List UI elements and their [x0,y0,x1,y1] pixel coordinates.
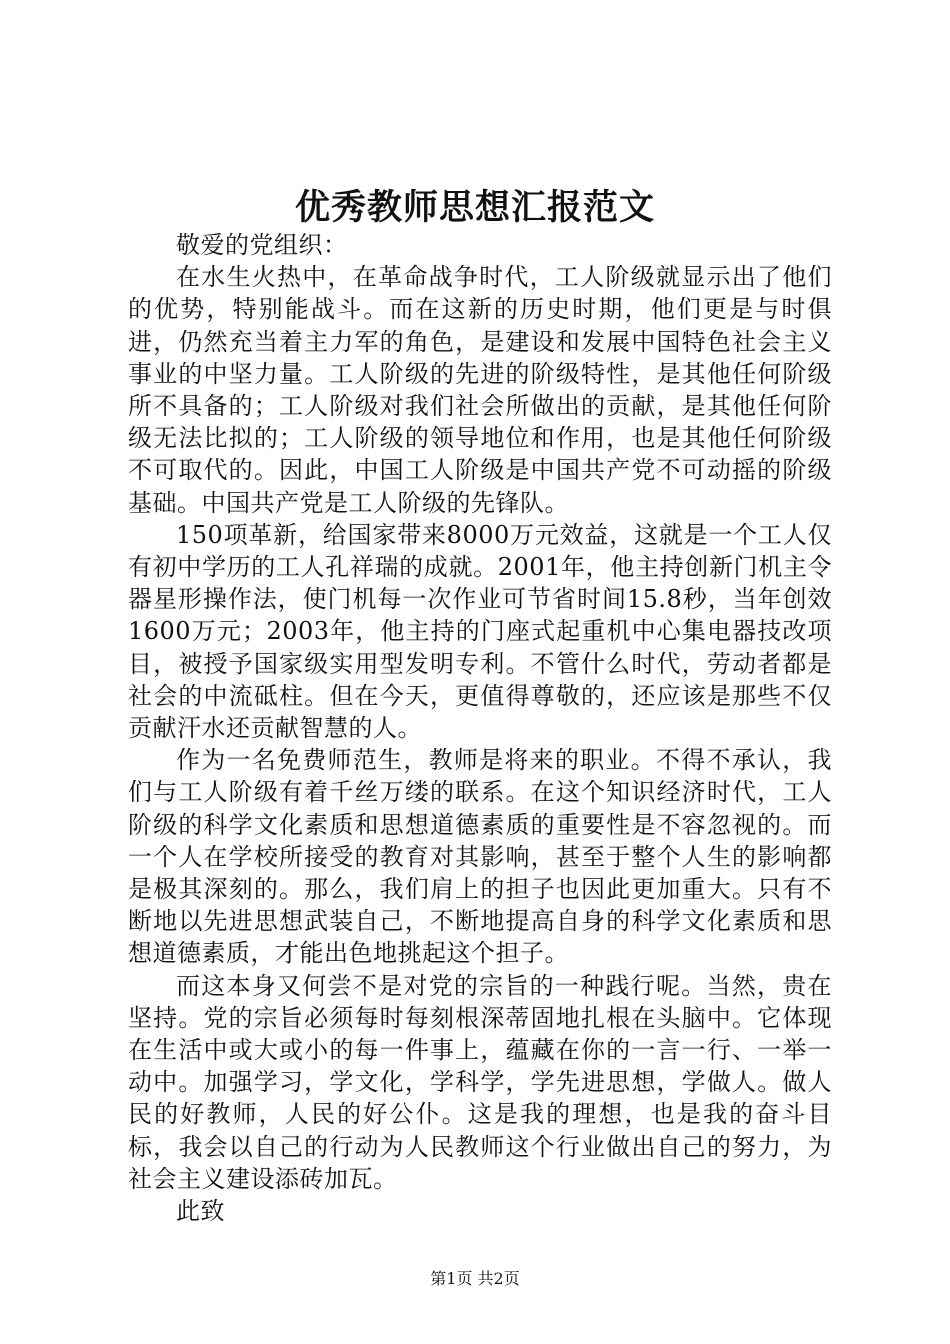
salutation: 敬爱的党组织： [176,231,348,259]
paragraph-4: 而这本身又何尝不是对党的宗旨的一种践行呢。当然，贵在坚持。党的宗旨必须每时每刻根深蒂固地扎根在头脑中。它体现在生活中或大或小的每一件事上，蕴藏在你的一言一行、一举一动中。加强学习，学文化，学科学，学先进思想，学做人。做人民的好教师，人民的好公仆。这是我的理想，也是我的奋斗目标，我会以自己的行动为人民教师这个行业做出自己的努力，为社会主义建设添砖加瓦。 [128,971,832,1193]
paragraph-2: 150项革新，给国家带来8000万元效益，这就是一个工人仅有初中学历的工人孔祥瑞的成就。2001年，他主持创新门机主令器星形操作法，使门机每一次作业可节省时间15.8秒，当年创效1600万元；2003年，他主持的门座式起重机中心集电器技改项目，被授予国家级实用型发明专利。不管什么时代，劳动者都是社会的中流砥柱。但在今天，更值得尊敬的，还应该是那些不仅贡献汗水还贡献智慧的人。 [128,520,832,743]
document-body [128,229,832,1227]
document-title: 优秀教师思想汇报范文 [294,187,655,228]
closing: 此致 [176,1197,225,1226]
page-footer: 第1页 共2页 [430,1269,520,1288]
paragraph-3: 作为一名免费师范生，教师是将来的职业。不得不承认，我们与工人阶级有着千丝万缕的联系。在这个知识经济时代，工人阶级的科学文化素质和思想道德素质的重要性是不容忽视的。而一个人在学校所接受的教育对其影响，甚至于整个人生的影响都是极其深刻的。那么，我们肩上的担子也因此更加重大。只有不断地以先进思想武装自己，不断地提高自身的科学文化素质和思想道德素质，才能出色地挑起这个担子。 [128,746,832,968]
paragraph-1: 在水生火热中，在革命战争时代，工人阶级就显示出了他们的优势，特别能战斗。而在这新的历史时期，他们更是与时俱进，仍然充当着主力军的角色，是建设和发展中国特色社会主义事业的中坚力量。工人阶级的先进的阶级特性，是其他任何阶级所不具备的；工人阶级对我们社会所做出的贡献，是其他任何阶级无法比拟的；工人阶级的领导地位和作用，也是其他任何阶级不可取代的。因此，中国工人阶级是中国共产党不可动摇的阶级基础。中国共产党是工人阶级的先锋队。 [128,263,832,517]
